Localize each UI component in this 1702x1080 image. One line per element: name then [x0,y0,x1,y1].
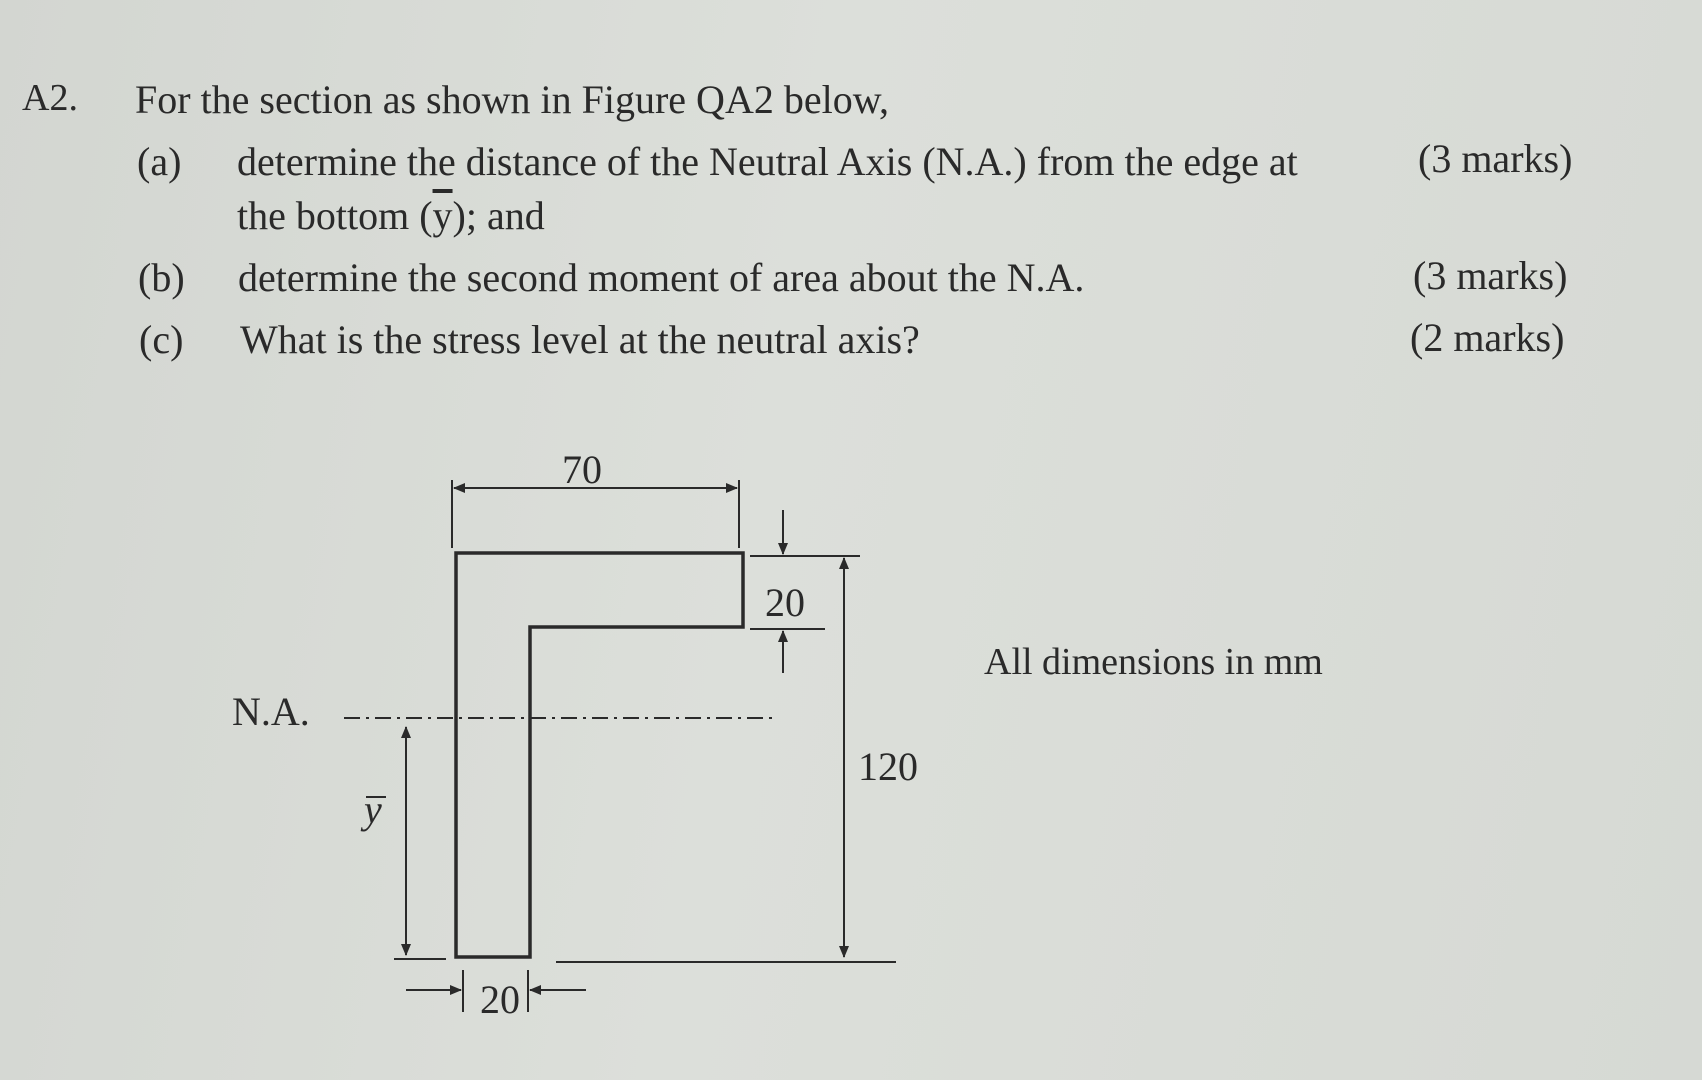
part-a-text-pre: the bottom ( [237,193,433,238]
ybar-label: y [364,787,382,832]
part-c-marks: (2 marks) [1410,315,1565,360]
dim-web-label: 20 [480,977,520,1022]
dim-70-label: 70 [562,447,602,492]
part-a-text-line1: determine the distance of the Neutral Axis (N.A.) from the edge at [237,139,1298,184]
part-c-text: What is the stress level at the neutral axis? [240,317,920,362]
part-b-label: (b) [138,255,185,300]
ybar-symbol: $\overline{y}$ [432,193,453,238]
section-outline [456,553,743,957]
question-number: A2. [22,77,78,119]
dimensions-note: All dimensions in mm [984,641,1323,683]
dim-flange-label: 20 [765,580,805,625]
question-intro: For the section as shown in Figure QA2 below, [135,77,889,122]
na-label: N.A. [232,689,310,734]
part-a-text-post: ); and [452,193,545,238]
part-a-label: (a) [137,139,182,184]
dim-120-label: 120 [858,744,918,789]
part-b-marks: (3 marks) [1413,253,1568,298]
part-c-label: (c) [139,317,184,362]
part-a-marks: (3 marks) [1418,136,1573,181]
part-b-text: determine the second moment of area about the N.A. [238,255,1085,300]
